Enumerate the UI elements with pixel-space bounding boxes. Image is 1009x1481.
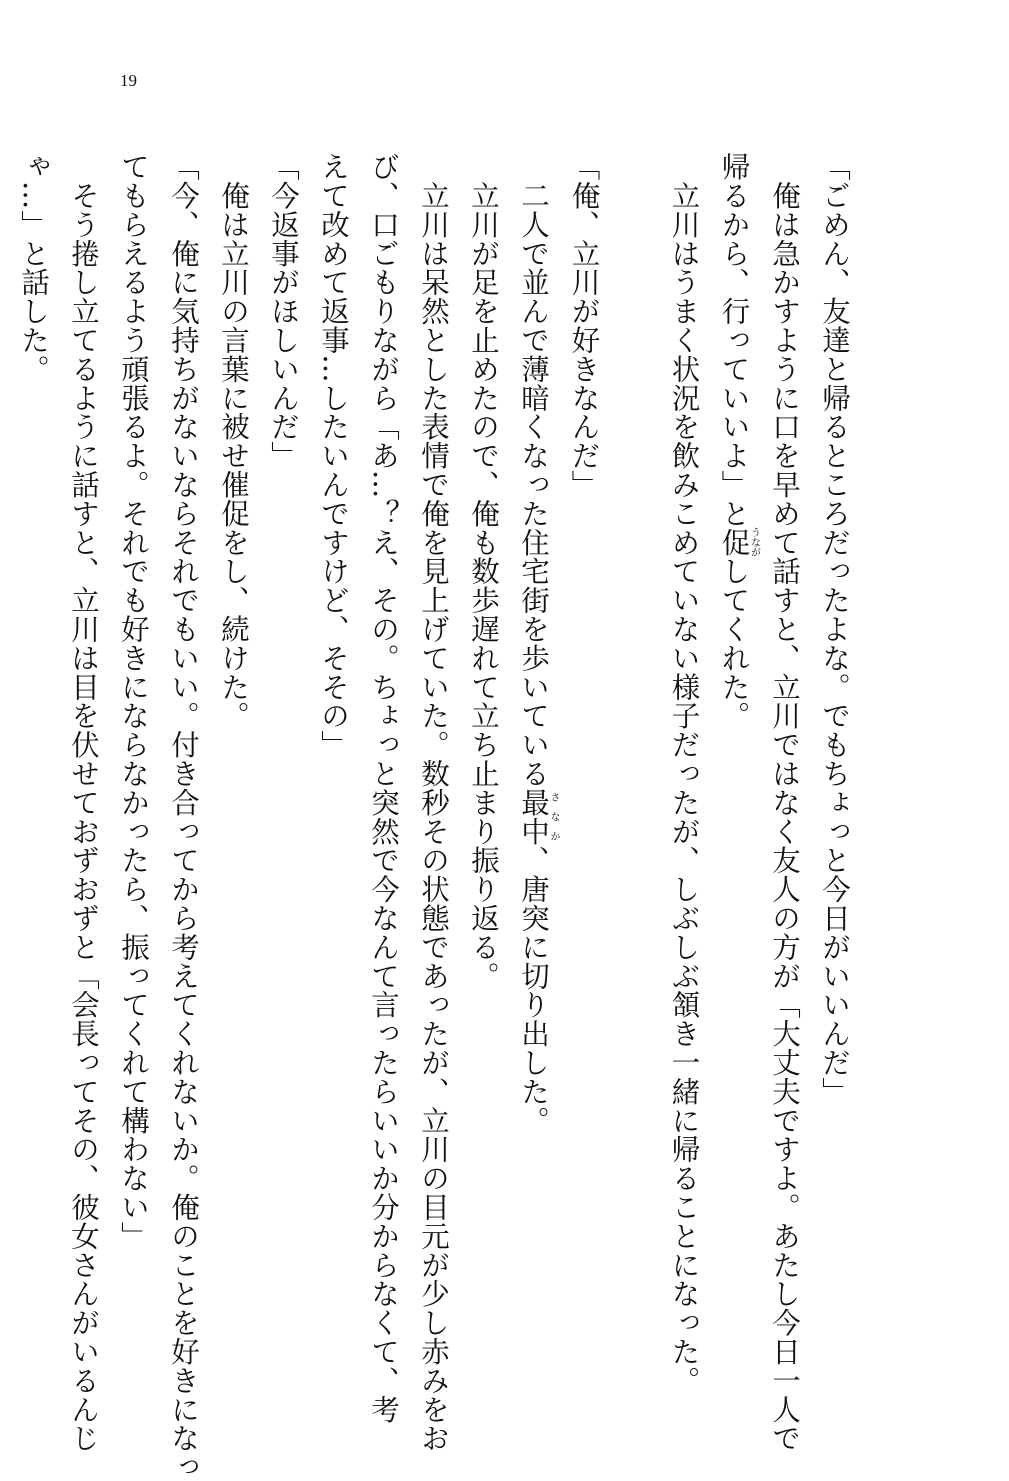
- text-line: 俺は立川の言葉に被せ催促をし、続けた。: [217, 152, 250, 730]
- text-line: 「今、俺に気持ちがないならそれでもいい。付き合ってから考えてくれないか。俺のことを好きになっ: [167, 152, 200, 1481]
- text-line: 立川は呆然とした表情で俺を見上げていた。数秒その状態であったが、立川の目元が少し赤みをお: [417, 152, 450, 1453]
- novel-text-body: [8, 152, 859, 1481]
- text-segment: 、唐突に切り出した。: [517, 845, 550, 1135]
- text-line-with-ruby: [508, 152, 559, 1382]
- text-line: 「ごめん、友達と帰るところだったよな。でもちょっと今日がいいんだ」: [818, 152, 851, 1106]
- page-number: 19: [120, 71, 137, 90]
- text-segment: 二人で並んで薄暗くなった住宅街を歩いている: [517, 152, 550, 788]
- ruby-base: 最中: [517, 787, 550, 846]
- text-line: えて改めて返事…したいんですけど、そその」: [317, 152, 350, 759]
- blank-line: [609, 152, 659, 1382]
- text-line: 「俺、立川が好きなんだ」: [567, 152, 601, 499]
- text-segment: 帰るから、行っていいよ」と: [717, 152, 751, 528]
- text-line: び、口ごもりながら「あ…？え、その。ちょっと突然で今なんて言ったらいいか分からなくて、考: [367, 152, 400, 1424]
- text-line: 「今返事がほしいんだ」: [267, 152, 300, 470]
- text-line: てもらえるよう頑張るよ。それでも好きにならなかったら、振ってくれて構わない」: [117, 152, 150, 1251]
- ruby-reading: さなか: [548, 787, 559, 846]
- text-line: ゃ…」と話した。: [17, 152, 50, 384]
- text-line: 立川が足を止めたので、俺も数歩遅れて立ち止まり振り返る。: [467, 152, 500, 991]
- text-line-with-ruby: [709, 152, 760, 1382]
- text-line: 俺は急かすように口を早めて話すと、立川ではなく友人の方が「大丈夫ですよ。あたし今日一人で: [768, 152, 801, 1453]
- ruby-annotation: [717, 527, 760, 558]
- text-segment: してくれた。: [717, 556, 751, 731]
- ruby-base: 促: [717, 527, 751, 558]
- ruby-annotation: [517, 787, 559, 846]
- ruby-reading: うなが: [748, 527, 760, 558]
- text-line: 立川はうまく状況を飲みこめていない様子だったが、しぶしぶ頷き一緒に帰ることになった。: [667, 152, 701, 1395]
- text-line: そう捲し立てるように話すと、立川は目を伏せておずおずと「会長ってその、彼女さんがいるんじ: [67, 152, 100, 1453]
